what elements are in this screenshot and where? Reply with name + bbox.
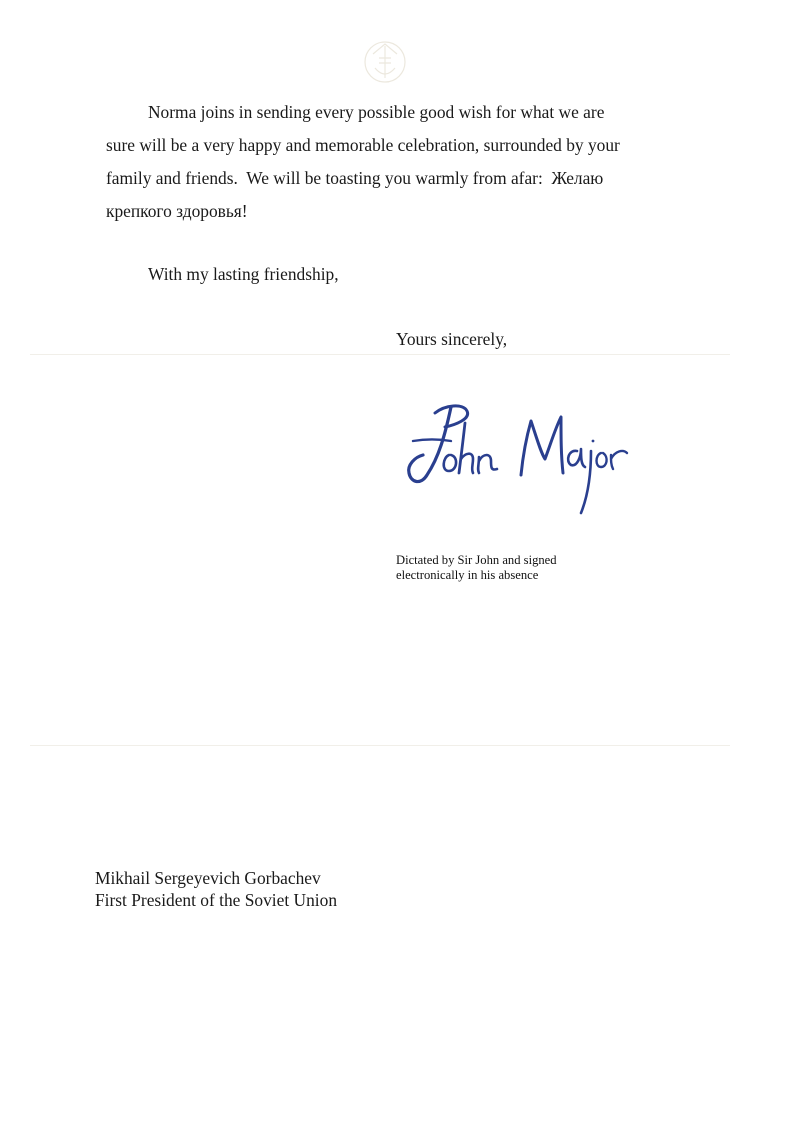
recipient-block bbox=[95, 867, 337, 911]
scan-artifact-line bbox=[30, 745, 730, 746]
signature-note bbox=[396, 553, 557, 583]
paragraph-line-4: крепкого здоровья! bbox=[106, 201, 248, 221]
handwritten-signature bbox=[405, 395, 630, 520]
crest-watermark-icon bbox=[355, 32, 415, 94]
scan-artifact-line bbox=[30, 354, 730, 355]
recipient-name: Mikhail Sergeyevich Gorbachev bbox=[95, 868, 321, 888]
signature-note-line-1: Dictated by Sir John and signed bbox=[396, 553, 557, 567]
valediction: Yours sincerely, bbox=[396, 329, 508, 349]
closing-line: With my lasting friendship, bbox=[148, 264, 339, 284]
signature-note-line-2: electronically in his absence bbox=[396, 568, 539, 582]
paragraph-line-3: family and friends. We will be toasting you warmly from afar: Желаю bbox=[106, 168, 604, 188]
recipient-title: First President of the Soviet Union bbox=[95, 890, 338, 910]
paragraph-line-1: Norma joins in sending every possible good wish for what we are bbox=[148, 102, 605, 122]
letter-paragraph bbox=[106, 96, 686, 228]
paragraph-line-2: sure will be a very happy and memorable celebration, surrounded by your bbox=[106, 135, 620, 155]
